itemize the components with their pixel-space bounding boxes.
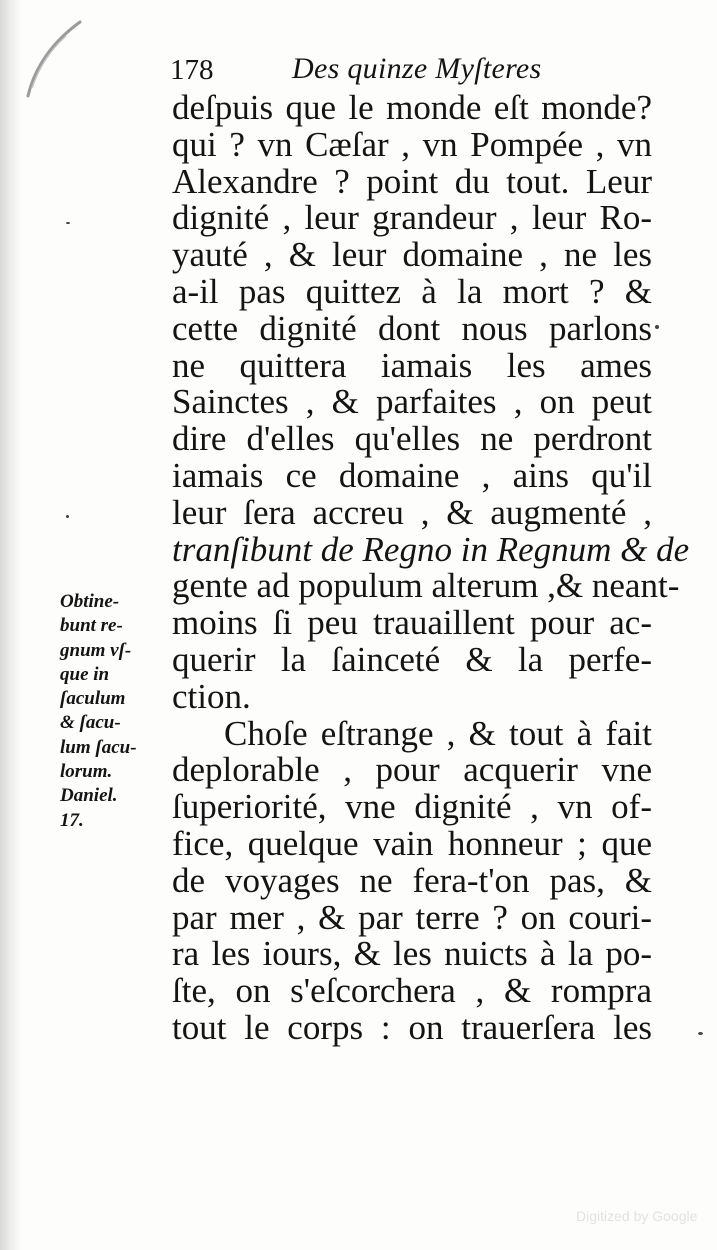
ink-speck (698, 1032, 703, 1035)
margin-note-line: 17. (60, 809, 84, 831)
margin-note-line: Daniel. (60, 785, 118, 807)
margin-note-line: ſaculum (60, 688, 126, 710)
text-line: de voyages ne fera-t'on pas, & (172, 860, 652, 900)
text-line: qui ? vn Cæſar , vn Pompée , vn (172, 124, 652, 164)
text-line: deſpuis que le monde eſt monde? (172, 88, 652, 127)
text-line: moins ſi peu trauaillent pour ac- (172, 603, 652, 643)
text-line: Alexandre ? point du tout. Leur (172, 161, 652, 201)
page-gutter-shadow (0, 0, 22, 1250)
text-line: dignité , leur grandeur , leur Ro- (172, 198, 652, 238)
margin-note-line: Obtine- (60, 591, 120, 612)
text-line: yauté , & leur domaine , ne les (172, 235, 652, 275)
marginal-citation (60, 590, 172, 833)
text-line: iamais ce domaine , ains qu'il (172, 455, 652, 495)
margin-note-line: gnum vſ- (60, 639, 132, 661)
main-text-block (172, 88, 690, 1047)
running-title: Des quinze Myſteres (292, 52, 542, 85)
ink-speck (66, 222, 70, 224)
text-line: querir la ſainceté & la perfe- (172, 639, 652, 679)
text-line: leur ſera accreu , & augmenté , (172, 492, 652, 532)
text-line: a-il pas quittez à la mort ? & (172, 271, 652, 311)
text-line: ſuperiorité, vne dignité , vn of- (172, 787, 652, 827)
text-line: ne quittera iamais les ames (172, 345, 652, 385)
margin-note-line: bunt re- (60, 615, 123, 637)
ink-speck (655, 325, 659, 329)
text-line: ra les iours, & les nuicts à la po- (172, 934, 652, 974)
text-line: Sainctes , & parfaites , on peut (172, 382, 652, 422)
margin-note-line: lum ſacu- (60, 736, 137, 758)
margin-note-line: & ſacu- (60, 712, 121, 734)
text-line: cette dignité dont nous parlons (172, 308, 652, 348)
text-line: ſte, on s'eſcorchera , & rompra (172, 971, 652, 1011)
page-corner-mark (24, 18, 84, 98)
latin-quote-line: tranſibunt de Regno in Regnum & de (172, 529, 690, 569)
latin-quote-line: gente ad populum alterum ,& neant- (172, 566, 680, 606)
digitization-watermark: Digitized by Google (576, 1208, 698, 1224)
ink-speck (66, 515, 69, 518)
text-line: dire d'elles qu'elles ne perdront (172, 419, 652, 459)
margin-note-line: que in (60, 663, 110, 685)
text-line: tout le corps : on trauerſera les (172, 1007, 652, 1047)
text-line: fice, quelque vain honneur ; que (172, 823, 652, 863)
text-line: deplorable , pour acquerir vne (172, 750, 652, 790)
paragraph-start-line: Choſe eſtrange , & tout à fait (224, 713, 652, 753)
text-line: ction. (172, 676, 251, 716)
page-number: 178 (170, 54, 214, 86)
margin-note-line: lorum. (60, 761, 113, 783)
text-line: par mer , & par terre ? on couri- (172, 897, 652, 937)
